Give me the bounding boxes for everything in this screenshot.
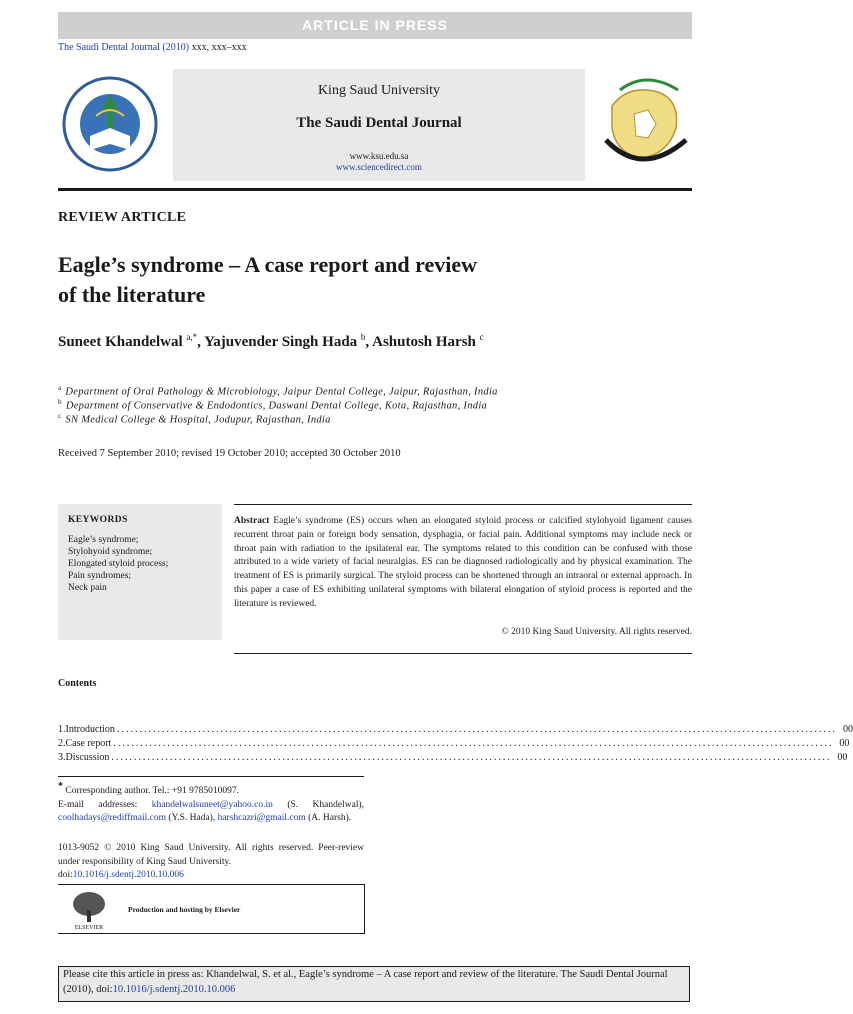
author-name[interactable]: Yajuvender Singh Hada: [204, 334, 358, 350]
toc-number: 3.: [58, 752, 66, 763]
email-owner: (A. Harsh).: [308, 813, 352, 824]
keywords-box: [58, 504, 222, 640]
author-affiliation-mark: a,*: [186, 332, 198, 342]
article-in-press-banner: ARTICLE IN PRESS: [58, 12, 692, 39]
university-url[interactable]: www.ksu.edu.sa: [349, 151, 409, 161]
issn-note: [58, 842, 364, 883]
footnote-rule: [58, 776, 364, 777]
abstract-label: Abstract: [234, 516, 270, 526]
cite-text: Please cite this article in press as: Khandelwal, S. et al., Eagle’s syndrome – A case report and review of the literature. The Saudi Dental Journal (2010), doi:: [63, 969, 668, 995]
corresponding-author-note: [58, 780, 364, 826]
affiliation-text: Department of Oral Pathology & Microbiology, Jaipur Dental College, Jaipur, Rajasthan, India: [65, 386, 498, 398]
email-link[interactable]: coolhadays@rediffmail.com: [58, 813, 167, 824]
toc-leader-dots: ................................................................................................................................................................: [116, 724, 837, 735]
abstract-text: Eagle’s syndrome (ES) occurs when an elongated styloid process or calcified stylohyoid ligament causes recurrent throat pain or foreign body sensation, dysphagia, or facial pain. Additional symptoms may include neck or throat pain with radiation to the ipsilateral ear. The symptoms related to this condition can be confused with those attributed to a wide variety of facial neuralgias. ES can be diagnosed radiologically and by physical examination. The treatment of ES is primarily surgical. The styloid process can be shortened through an intraoral or external approach. In this paper a case of ES exhibiting unilateral symptoms with bilateral elongation of styloid process is reported and the literature is reviewed.: [234, 516, 692, 609]
author-name[interactable]: Ashutosh Harsh: [372, 334, 476, 350]
issn-text: 1013-9052 © 2010 King Saud University. All rights reserved. Peer-review under responsibility of King Saud University.: [58, 843, 364, 867]
affiliation-mark: c: [58, 412, 62, 420]
toc-page: 00: [842, 724, 853, 735]
article-type: REVIEW ARTICLE: [58, 210, 187, 225]
citation-journal: The Saudi Dental Journal (2010): [58, 42, 190, 53]
abstract-copyright: © 2010 King Saud University. All rights reserved.: [501, 627, 692, 637]
keyword-item: Eagle’s syndrome;: [68, 535, 139, 545]
toc-entry[interactable]: [58, 738, 850, 752]
keyword-item: Stylohyoid syndrome;: [68, 547, 153, 557]
affiliation-mark: b: [58, 398, 62, 406]
email-link[interactable]: khandelwalsuneet@yahoo.co.in: [151, 799, 273, 810]
abstract-bottom-rule: [234, 653, 692, 654]
elsevier-hosting-text: Production and hosting by Elsevier: [128, 905, 241, 914]
masthead-center: [173, 69, 585, 181]
elsevier-tree-icon: [68, 890, 110, 930]
article-title: [58, 250, 578, 310]
citation-volume: xxx, xxx–xxx: [191, 42, 247, 53]
toc-page: 00: [839, 738, 850, 749]
toc-title[interactable]: Discussion: [65, 752, 110, 763]
abstract-top-rule: [234, 504, 692, 505]
contents-heading: Contents: [58, 678, 97, 689]
keyword-item: Pain syndromes;: [68, 571, 132, 581]
keywords-heading: KEYWORDS: [68, 515, 128, 525]
toc-leader-dots: ................................................................................................................................................................: [113, 738, 834, 749]
toc-title[interactable]: Case report: [65, 738, 112, 749]
elsevier-logo-text: ELSEVIER: [74, 925, 104, 931]
affiliation: [58, 398, 487, 412]
email-owner: (Y.S. Hada),: [168, 813, 216, 824]
email-link[interactable]: harshcazri@gmail.com: [217, 813, 306, 824]
toc-leader-dots: ................................................................................................................................................................: [111, 752, 832, 763]
cite-doi-link[interactable]: 10.1016/j.sdentj.2010.10.006: [112, 984, 236, 995]
journal-name: The Saudi Dental Journal: [296, 115, 462, 131]
author-affiliation-mark: b: [360, 332, 366, 342]
elsevier-box: [58, 884, 365, 934]
journal-citation-line: [58, 42, 247, 53]
affiliation-mark: a: [58, 384, 62, 392]
toc-title[interactable]: Introduction: [65, 724, 115, 735]
journal-masthead: [58, 66, 692, 191]
sciencedirect-url[interactable]: www.sciencedirect.com: [336, 162, 422, 172]
toc-entry[interactable]: [58, 752, 848, 766]
toc-entry[interactable]: [58, 724, 853, 738]
doi-link[interactable]: 10.1016/j.sdentj.2010.10.006: [72, 870, 184, 880]
corresponding-mark: *: [58, 781, 63, 792]
toc-number: 2.: [58, 738, 66, 749]
dental-society-emblem-icon: [598, 66, 692, 184]
email-owner: (S. Khandelwal),: [287, 799, 364, 810]
affiliation-text: SN Medical College & Hospital, Jodupur, Rajasthan, India: [65, 414, 331, 426]
abstract: [234, 515, 692, 612]
email-label: E-mail addresses:: [58, 799, 138, 810]
affiliation: [58, 384, 498, 398]
corresponding-text: Corresponding author. Tel.: +91 9785010097.: [65, 786, 240, 797]
toc-page: 00: [837, 752, 848, 763]
please-cite-box: [58, 966, 690, 1002]
university-emblem-icon: [58, 66, 162, 184]
received-dates: Received 7 September 2010; revised 19 October 2010; accepted 30 October 2010: [58, 448, 401, 459]
doi-label: doi:: [58, 870, 73, 880]
keyword-item: Neck pain: [68, 583, 107, 593]
university-name: King Saud University: [317, 83, 441, 98]
title-line-2: of the literature: [58, 282, 206, 307]
affiliation-text: Department of Conservative & Endodontics, Daswani Dental College, Kota, Rajasthan, India: [65, 400, 488, 412]
affiliation: [58, 412, 331, 426]
author-affiliation-mark: c: [479, 332, 484, 342]
author-name[interactable]: Suneet Khandelwal: [58, 334, 183, 350]
toc-number: 1.: [58, 724, 66, 735]
title-line-1: Eagle’s syndrome – A case report and review: [58, 252, 477, 277]
author-list: Suneet Khandelwal $^{a,*}$, Yajuvender Singh Hada $^b$, Ashutosh Harsh $^c$: [58, 332, 484, 350]
keyword-item: Elongated styloid process;: [68, 559, 169, 569]
